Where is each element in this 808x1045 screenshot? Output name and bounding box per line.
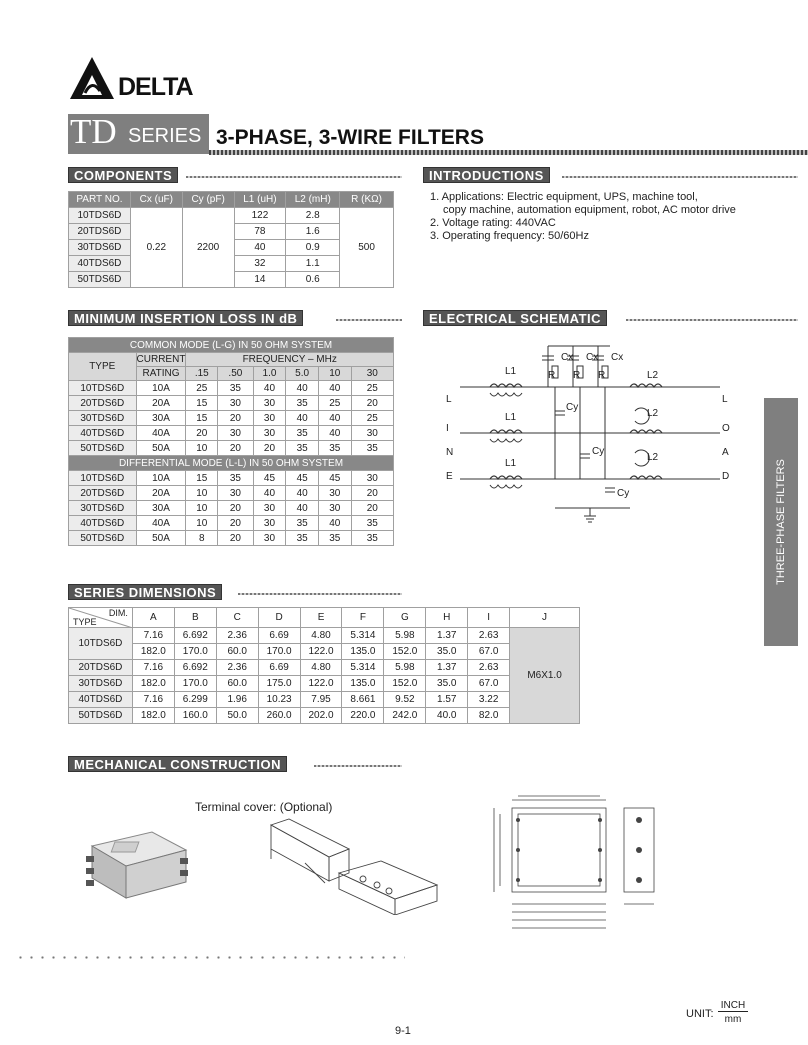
r-value: 500 bbox=[340, 208, 394, 288]
loss-cell: 35 bbox=[351, 441, 393, 456]
dim-value: 40.0 bbox=[426, 708, 468, 724]
l2-value: 2.8 bbox=[286, 208, 340, 224]
terminal-cover-drawing bbox=[265, 815, 445, 915]
freq-label: .50 bbox=[218, 367, 254, 381]
table-row bbox=[69, 708, 580, 724]
l1-label: L1 bbox=[505, 366, 517, 377]
loss-header-row bbox=[69, 353, 394, 367]
dim-value: 60.0 bbox=[216, 644, 258, 660]
components-header-row bbox=[69, 192, 394, 208]
dim-value: 5.98 bbox=[384, 628, 426, 644]
loss-cell: 30 bbox=[351, 426, 393, 441]
dim-value: 182.0 bbox=[132, 708, 174, 724]
filter-product-photo bbox=[82, 828, 192, 908]
loss-cell: 20 bbox=[218, 441, 254, 456]
part-no: 40TDS6D bbox=[69, 256, 131, 272]
dim-value: 170.0 bbox=[174, 676, 216, 692]
type-cell: 20TDS6D bbox=[69, 396, 137, 411]
page-number: 9-1 bbox=[395, 1025, 411, 1037]
cy-label: Cy bbox=[592, 446, 605, 457]
current-cell: 30A bbox=[136, 411, 186, 426]
dim-value: 152.0 bbox=[384, 676, 426, 692]
loss-cell: 20 bbox=[218, 501, 254, 516]
loss-cell: 15 bbox=[186, 396, 218, 411]
table-row bbox=[69, 676, 580, 692]
common-mode-rows bbox=[69, 381, 394, 456]
table-row bbox=[69, 692, 580, 708]
l2-value: 0.9 bbox=[286, 240, 340, 256]
line-label-right: A bbox=[722, 447, 729, 458]
unit-mm: mm bbox=[724, 1014, 742, 1025]
dimensions-heading: SERIES DIMENSIONS bbox=[68, 584, 222, 600]
freq-label: .15 bbox=[186, 367, 218, 381]
current-cell: 20A bbox=[136, 486, 186, 501]
dim-value: 8.661 bbox=[342, 692, 384, 708]
dim-col: B bbox=[174, 608, 216, 628]
table-row bbox=[69, 441, 394, 456]
dim-corner-top: DIM. bbox=[108, 608, 128, 618]
col-l2: L2 (mH) bbox=[286, 192, 340, 208]
dim-corner bbox=[69, 608, 133, 628]
dim-col: F bbox=[342, 608, 384, 628]
cx-label: Cx bbox=[561, 352, 574, 363]
dim-value: 202.0 bbox=[300, 708, 342, 724]
loss-cell: 20 bbox=[351, 396, 393, 411]
type-cell: 10TDS6D bbox=[69, 381, 137, 396]
dim-value: 7.16 bbox=[132, 628, 174, 644]
r-label: R bbox=[573, 370, 581, 381]
dim-col: J bbox=[510, 608, 580, 628]
cx-value: 0.22 bbox=[130, 208, 182, 288]
diff-mode-rows bbox=[69, 471, 394, 546]
loss-cell: 8 bbox=[186, 531, 218, 546]
l1-label: L1 bbox=[505, 412, 517, 423]
dim-value: 7.16 bbox=[132, 660, 174, 676]
col-r: R (KΩ) bbox=[340, 192, 394, 208]
dim-value: 5.314 bbox=[342, 660, 384, 676]
insertion-loss-rule bbox=[336, 319, 402, 321]
loss-cell: 10 bbox=[186, 486, 218, 501]
loss-cell: 30 bbox=[218, 426, 254, 441]
l2-value: 0.6 bbox=[286, 272, 340, 288]
type-cell: 40TDS6D bbox=[69, 426, 137, 441]
loss-cell: 35 bbox=[286, 531, 319, 546]
dim-value: 50.0 bbox=[216, 708, 258, 724]
loss-cell: 40 bbox=[253, 486, 286, 501]
loss-cell: 20 bbox=[218, 411, 254, 426]
col-cy: Cy (pF) bbox=[182, 192, 234, 208]
table-row bbox=[69, 531, 394, 546]
j-value: M6X1.0 bbox=[510, 628, 580, 724]
dim-value: 5.98 bbox=[384, 660, 426, 676]
dim-value: 1.37 bbox=[426, 660, 468, 676]
type-cell: 20TDS6D bbox=[69, 660, 133, 676]
loss-cell: 40 bbox=[318, 411, 351, 426]
type-cell: 50TDS6D bbox=[69, 531, 137, 546]
l1-value: 32 bbox=[234, 256, 286, 272]
l2-label: L2 bbox=[647, 408, 659, 419]
table-row bbox=[69, 411, 394, 426]
current-cell: 40A bbox=[136, 516, 186, 531]
dim-value: 67.0 bbox=[468, 644, 510, 660]
brand-name: DELTA bbox=[118, 73, 193, 101]
dim-value: 122.0 bbox=[300, 676, 342, 692]
dim-col: A bbox=[132, 608, 174, 628]
dimensions-header-row bbox=[69, 608, 580, 628]
loss-cell: 15 bbox=[186, 471, 218, 486]
unit-inch: INCH bbox=[718, 1000, 748, 1012]
loss-cell: 40 bbox=[286, 486, 319, 501]
table-row bbox=[69, 501, 394, 516]
type-cell: 10TDS6D bbox=[69, 471, 137, 486]
table-row bbox=[69, 516, 394, 531]
l1-label: L1 bbox=[505, 458, 517, 469]
intro-line: 2. Voltage rating: 440VAC bbox=[430, 217, 556, 229]
insertion-loss-table bbox=[68, 337, 394, 546]
dim-value: 182.0 bbox=[132, 644, 174, 660]
current-cell: 30A bbox=[136, 501, 186, 516]
cy-label: Cy bbox=[566, 402, 579, 413]
loss-cell: 20 bbox=[186, 426, 218, 441]
type-cell: 40TDS6D bbox=[69, 692, 133, 708]
table-row bbox=[69, 208, 394, 224]
dimensions-rows bbox=[69, 628, 580, 724]
dim-value: 220.0 bbox=[342, 708, 384, 724]
introductions-list bbox=[430, 191, 736, 243]
dim-col: H bbox=[426, 608, 468, 628]
table-row bbox=[69, 486, 394, 501]
loss-cell: 40 bbox=[286, 501, 319, 516]
dim-col: I bbox=[468, 608, 510, 628]
dim-value: 7.95 bbox=[300, 692, 342, 708]
loss-cell: 30 bbox=[253, 516, 286, 531]
loss-cell: 40 bbox=[318, 381, 351, 396]
freq-label: 5.0 bbox=[286, 367, 319, 381]
loss-cell: 40 bbox=[286, 381, 319, 396]
line-label-right: L bbox=[722, 394, 728, 405]
mechanical-rule bbox=[314, 765, 402, 767]
loss-cell: 45 bbox=[253, 471, 286, 486]
loss-cell: 30 bbox=[218, 486, 254, 501]
dimensions-rule bbox=[238, 593, 402, 595]
loss-cell: 35 bbox=[286, 516, 319, 531]
current-cell: 50A bbox=[136, 441, 186, 456]
intro-line: copy machine, automation equipment, robot, AC motor drive bbox=[443, 204, 736, 216]
dim-value: 2.36 bbox=[216, 660, 258, 676]
dim-col: C bbox=[216, 608, 258, 628]
r-label: R bbox=[548, 370, 556, 381]
common-mode-title-row bbox=[69, 338, 394, 353]
dim-value: 175.0 bbox=[258, 676, 300, 692]
loss-cell: 20 bbox=[218, 531, 254, 546]
current-cell: 20A bbox=[136, 396, 186, 411]
loss-cell: 45 bbox=[286, 471, 319, 486]
components-heading: COMPONENTS bbox=[68, 167, 178, 183]
electrical-schematic bbox=[440, 336, 740, 530]
part-no: 20TDS6D bbox=[69, 224, 131, 240]
loss-cell: 40 bbox=[253, 381, 286, 396]
l2-label: L2 bbox=[647, 452, 659, 463]
loss-cell: 35 bbox=[218, 471, 254, 486]
dim-value: 1.96 bbox=[216, 692, 258, 708]
dim-value: 60.0 bbox=[216, 676, 258, 692]
dim-value: 35.0 bbox=[426, 644, 468, 660]
dim-value: 182.0 bbox=[132, 676, 174, 692]
dimensions-table bbox=[68, 607, 580, 724]
loss-cell: 45 bbox=[318, 471, 351, 486]
col-current-2: RATING bbox=[136, 367, 186, 381]
dim-col: D bbox=[258, 608, 300, 628]
dim-value: 6.692 bbox=[174, 628, 216, 644]
dim-value: 6.69 bbox=[258, 628, 300, 644]
part-no: 50TDS6D bbox=[69, 272, 131, 288]
dim-value: 6.299 bbox=[174, 692, 216, 708]
loss-cell: 40 bbox=[318, 426, 351, 441]
freq-label: 30 bbox=[351, 367, 393, 381]
intro-line: 3. Operating frequency: 50/60Hz bbox=[430, 230, 589, 242]
common-mode-title: COMMON MODE (L-G) IN 50 OHM SYSTEM bbox=[69, 338, 394, 353]
loss-cell: 10 bbox=[186, 441, 218, 456]
loss-cell: 20 bbox=[218, 516, 254, 531]
dim-value: 2.63 bbox=[468, 628, 510, 644]
title-rule bbox=[209, 150, 808, 155]
dim-value: 10.23 bbox=[258, 692, 300, 708]
dim-value: 152.0 bbox=[384, 644, 426, 660]
dim-value: 7.16 bbox=[132, 692, 174, 708]
loss-cell: 30 bbox=[253, 426, 286, 441]
dim-corner-bottom: TYPE bbox=[73, 617, 97, 627]
loss-cell: 30 bbox=[253, 396, 286, 411]
components-rule bbox=[186, 176, 402, 178]
schematic-heading: ELECTRICAL SCHEMATIC bbox=[423, 310, 607, 326]
dim-value: 6.69 bbox=[258, 660, 300, 676]
line-label-left: L bbox=[446, 394, 452, 405]
l1-value: 122 bbox=[234, 208, 286, 224]
table-row bbox=[69, 644, 580, 660]
loss-cell: 25 bbox=[351, 411, 393, 426]
type-cell: 40TDS6D bbox=[69, 516, 137, 531]
loss-cell: 30 bbox=[318, 501, 351, 516]
type-cell: 10TDS6D bbox=[69, 628, 133, 660]
l2-label: L2 bbox=[647, 370, 659, 381]
dim-col: E bbox=[300, 608, 342, 628]
loss-cell: 25 bbox=[318, 396, 351, 411]
dim-value: 260.0 bbox=[258, 708, 300, 724]
type-cell: 20TDS6D bbox=[69, 486, 137, 501]
dim-value: 5.314 bbox=[342, 628, 384, 644]
loss-cell: 40 bbox=[286, 411, 319, 426]
type-cell: 30TDS6D bbox=[69, 676, 133, 692]
loss-cell: 15 bbox=[186, 411, 218, 426]
col-l1: L1 (uH) bbox=[234, 192, 286, 208]
dim-value: 135.0 bbox=[342, 676, 384, 692]
loss-cell: 30 bbox=[253, 531, 286, 546]
dim-value: 122.0 bbox=[300, 644, 342, 660]
freq-label: 1.0 bbox=[253, 367, 286, 381]
loss-cell: 35 bbox=[351, 516, 393, 531]
line-label-left: I bbox=[446, 423, 449, 434]
type-cell: 30TDS6D bbox=[69, 411, 137, 426]
dim-value: 82.0 bbox=[468, 708, 510, 724]
loss-cell: 35 bbox=[351, 531, 393, 546]
side-tab bbox=[764, 398, 798, 646]
table-row bbox=[69, 426, 394, 441]
dim-value: 4.80 bbox=[300, 628, 342, 644]
dim-value: 4.80 bbox=[300, 660, 342, 676]
diff-mode-title-row bbox=[69, 456, 394, 471]
l2-value: 1.6 bbox=[286, 224, 340, 240]
l1-value: 14 bbox=[234, 272, 286, 288]
dotted-divider bbox=[15, 956, 405, 959]
col-type: TYPE bbox=[69, 353, 137, 381]
loss-cell: 35 bbox=[286, 396, 319, 411]
dim-value: 67.0 bbox=[468, 676, 510, 692]
loss-cell: 30 bbox=[253, 411, 286, 426]
introductions-heading: INTRODUCTIONS bbox=[423, 167, 550, 183]
loss-cell: 40 bbox=[318, 516, 351, 531]
dim-value: 242.0 bbox=[384, 708, 426, 724]
side-tab-label: THREE-PHASE FILTERS bbox=[775, 459, 787, 585]
l2-value: 1.1 bbox=[286, 256, 340, 272]
loss-cell: 35 bbox=[318, 441, 351, 456]
mechanical-dimension-drawing bbox=[488, 786, 664, 944]
schematic-rule bbox=[626, 319, 798, 321]
line-label-right: D bbox=[722, 471, 730, 482]
cx-label: Cx bbox=[586, 352, 599, 363]
dim-value: 6.692 bbox=[174, 660, 216, 676]
loss-cell: 35 bbox=[218, 381, 254, 396]
table-row bbox=[69, 381, 394, 396]
loss-cell: 30 bbox=[253, 501, 286, 516]
col-frequency: FREQUENCY – MHz bbox=[186, 353, 394, 367]
loss-cell: 35 bbox=[286, 441, 319, 456]
mechanical-heading: MECHANICAL CONSTRUCTION bbox=[68, 756, 287, 772]
type-cell: 30TDS6D bbox=[69, 501, 137, 516]
dim-value: 35.0 bbox=[426, 676, 468, 692]
dim-value: 135.0 bbox=[342, 644, 384, 660]
l1-value: 40 bbox=[234, 240, 286, 256]
dim-value: 170.0 bbox=[258, 644, 300, 660]
table-row bbox=[69, 396, 394, 411]
col-current-1: CURRENT bbox=[136, 354, 186, 365]
line-label-right: O bbox=[722, 423, 730, 434]
introductions-rule bbox=[562, 176, 798, 178]
loss-cell: 10 bbox=[186, 501, 218, 516]
current-cell: 10A bbox=[136, 381, 186, 396]
table-row bbox=[69, 628, 580, 644]
dim-value: 1.37 bbox=[426, 628, 468, 644]
loss-cell: 10 bbox=[186, 516, 218, 531]
col-part-no: PART NO. bbox=[69, 192, 131, 208]
part-no: 30TDS6D bbox=[69, 240, 131, 256]
loss-cell: 25 bbox=[351, 381, 393, 396]
insertion-loss-heading: MINIMUM INSERTION LOSS IN dB bbox=[68, 310, 303, 326]
series-word: SERIES bbox=[128, 125, 202, 147]
table-row bbox=[69, 660, 580, 676]
r-label: R bbox=[598, 370, 606, 381]
loss-cell: 20 bbox=[351, 486, 393, 501]
dim-value: 2.36 bbox=[216, 628, 258, 644]
loss-cell: 25 bbox=[186, 381, 218, 396]
line-label-left: E bbox=[446, 471, 453, 482]
dim-value: 9.52 bbox=[384, 692, 426, 708]
loss-cell: 35 bbox=[318, 531, 351, 546]
freq-label: 10 bbox=[318, 367, 351, 381]
dim-value: 2.63 bbox=[468, 660, 510, 676]
loss-cell: 30 bbox=[218, 396, 254, 411]
loss-cell: 30 bbox=[351, 471, 393, 486]
col-cx: Cx (uF) bbox=[130, 192, 182, 208]
loss-cell: 20 bbox=[351, 501, 393, 516]
dim-value: 1.57 bbox=[426, 692, 468, 708]
cx-label: Cx bbox=[611, 352, 624, 363]
dim-value: 170.0 bbox=[174, 644, 216, 660]
loss-cell: 30 bbox=[318, 486, 351, 501]
current-cell: 10A bbox=[136, 471, 186, 486]
type-cell: 50TDS6D bbox=[69, 441, 137, 456]
terminal-cover-label: Terminal cover: (Optional) bbox=[195, 800, 333, 814]
dim-col: G bbox=[384, 608, 426, 628]
components-table bbox=[68, 191, 394, 288]
table-row bbox=[69, 471, 394, 486]
part-no: 10TDS6D bbox=[69, 208, 131, 224]
type-cell: 50TDS6D bbox=[69, 708, 133, 724]
loss-cell: 20 bbox=[253, 441, 286, 456]
dim-value: 3.22 bbox=[468, 692, 510, 708]
dim-value: 160.0 bbox=[174, 708, 216, 724]
intro-line: 1. Applications: Electric equipment, UPS, machine tool, bbox=[430, 191, 698, 203]
loss-cell: 35 bbox=[286, 426, 319, 441]
line-label-left: N bbox=[446, 447, 454, 458]
series-prefix: TD bbox=[70, 112, 117, 151]
cy-label: Cy bbox=[617, 488, 630, 499]
l1-value: 78 bbox=[234, 224, 286, 240]
current-cell: 40A bbox=[136, 426, 186, 441]
diff-mode-title: DIFFERENTIAL MODE (L-L) IN 50 OHM SYSTEM bbox=[69, 456, 394, 471]
current-cell: 50A bbox=[136, 531, 186, 546]
unit-label: UNIT: bbox=[686, 1008, 714, 1020]
page-title: 3-PHASE, 3-WIRE FILTERS bbox=[216, 126, 484, 149]
cy-value: 2200 bbox=[182, 208, 234, 288]
